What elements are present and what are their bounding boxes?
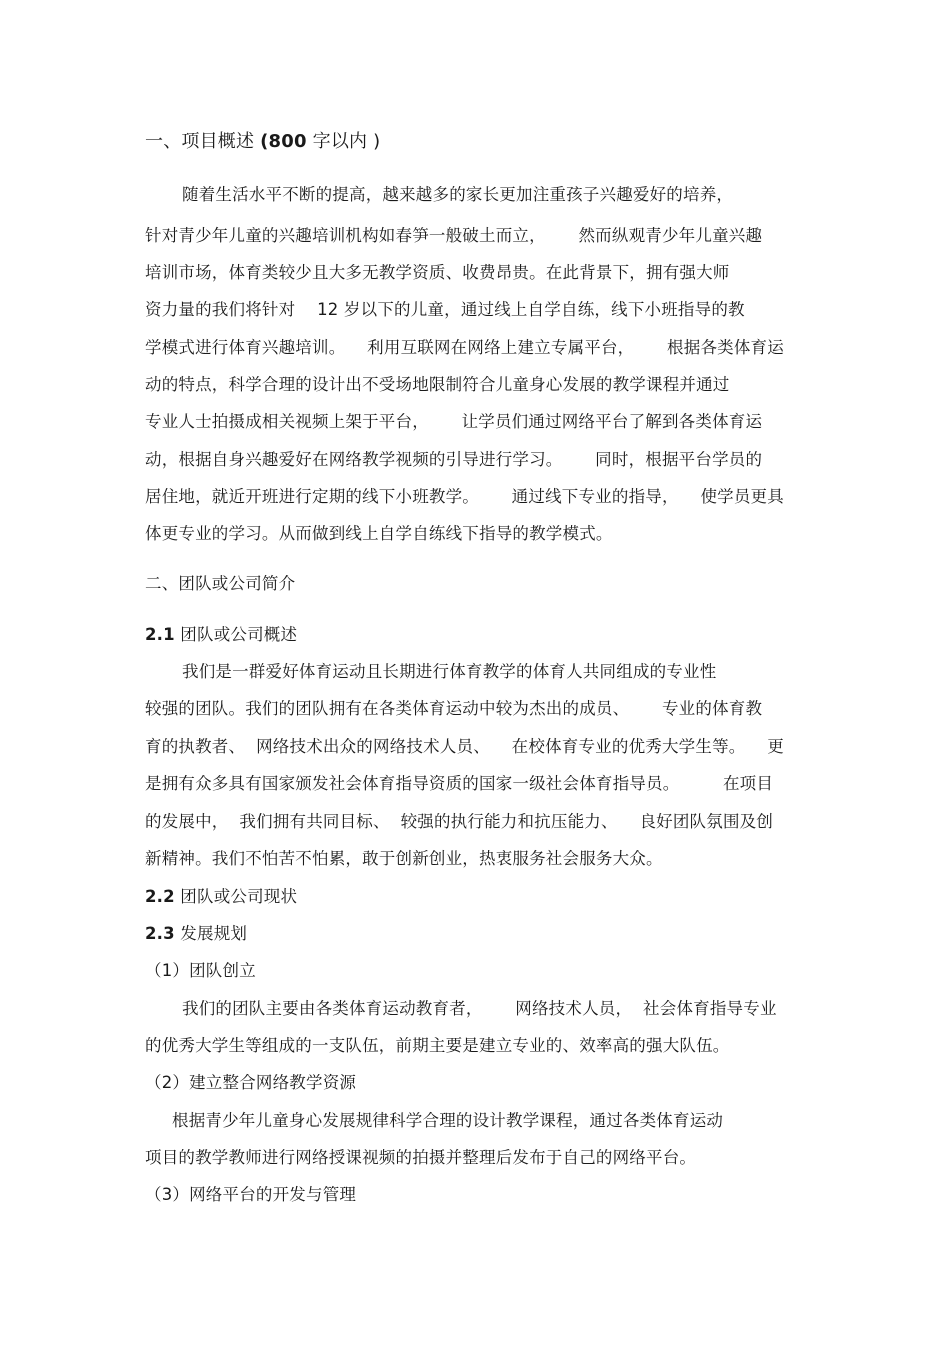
section1-line: 培训市场，体育类较少且大多无教学资质、收费昂贵。在此背景下，拥有强大师	[145, 263, 730, 282]
plan-item-2-line: 根据青少年儿童身心发展规律科学合理的设计教学课程，通过各类体育运动	[172, 1111, 724, 1130]
section1-line: 专业人士拍摄成相关视频上架于平台， 让学员们通过网络平台了解到各类体育运	[145, 412, 763, 431]
subsection-2-1-line: 我们是一群爱好体育运动且长期进行体育教学的体育人共同组成的专业性	[182, 662, 717, 681]
section1-heading-suffix: 字以内 )	[312, 131, 381, 152]
section1-line: 资力量的我们将针对 12 岁以下的儿童，通过线上自学自练，线下小班指导的教	[145, 300, 745, 319]
section1-line: 随着生活水平不断的提高，越来越多的家长更加注重孩子兴趣爱好的培养，	[182, 185, 734, 204]
subsection-2-1-line: 新精神。我们不怕苦不怕累，敢于创新创业，热衷服务社会服务大众。	[145, 849, 663, 868]
plan-item-1-line: 我们的团队主要由各类体育运动教育者， 网络技术人员， 社会体育指导专业	[182, 999, 777, 1018]
subsection-2-1-line: 的发展中， 我们拥有共同目标、 较强的执行能力和抗压能力、 良好团队氛围及创	[145, 812, 774, 831]
subsection-number: 2.2	[145, 887, 175, 906]
subsection-2-3-heading	[145, 923, 247, 945]
subsection-2-1-heading	[145, 624, 297, 646]
subsection-2-1-line: 是拥有众多具有国家颁发社会体育指导资质的国家一级社会体育指导员。 在项目	[145, 774, 774, 793]
section2-heading: 二、团队或公司简介	[145, 574, 296, 593]
plan-item-3-heading: （3）网络平台的开发与管理	[145, 1185, 357, 1204]
subsection-number: 2.1	[145, 625, 175, 644]
section1-heading-prefix: 一、项目概述	[145, 131, 255, 152]
section1-heading	[145, 131, 380, 153]
subsection-2-1-line: 育的执教者、 网络技术出众的网络技术人员、 在校体育专业的优秀大学生等。 更	[145, 737, 784, 756]
subsection-title: 团队或公司现状	[180, 887, 298, 906]
section1-line: 动的特点，科学合理的设计出不受场地限制符合儿童身心发展的教学课程并通过	[145, 375, 730, 394]
section1-line: 动，根据自身兴趣爱好在网络教学视频的引导进行学习。 同时，根据平台学员的	[145, 450, 763, 469]
plan-item-2-heading: （2）建立整合网络教学资源	[145, 1073, 357, 1092]
subsection-title: 发展规划	[180, 924, 248, 943]
plan-item-1-heading: （1）团队创立	[145, 961, 256, 980]
section1-heading-bold: (800	[260, 131, 307, 152]
subsection-title: 团队或公司概述	[180, 625, 298, 644]
subsection-number: 2.3	[145, 924, 175, 943]
section1-line: 针对青少年儿童的兴趣培训机构如春笋一般破土而立， 然而纵观青少年儿童兴趣	[145, 226, 763, 245]
subsection-2-1-line: 较强的团队。我们的团队拥有在各类体育运动中较为杰出的成员、 专业的体育教	[145, 699, 763, 718]
plan-item-1-line: 的优秀大学生等组成的一支队伍，前期主要是建立专业的、效率高的强大队伍。	[145, 1036, 730, 1055]
plan-item-2-line: 项目的教学教师进行网络授课视频的拍摄并整理后发布于自己的网络平台。	[145, 1148, 697, 1167]
section1-line: 体更专业的学习。从而做到线上自学自练线下指导的教学模式。	[145, 524, 613, 543]
section1-line: 学模式进行体育兴趣培训。 利用互联网在网络上建立专属平台， 根据各类体育运	[145, 338, 784, 357]
section1-line: 居住地，就近开班进行定期的线下小班教学。 通过线下专业的指导， 使学员更具	[145, 487, 784, 506]
subsection-2-2-heading	[145, 886, 297, 908]
